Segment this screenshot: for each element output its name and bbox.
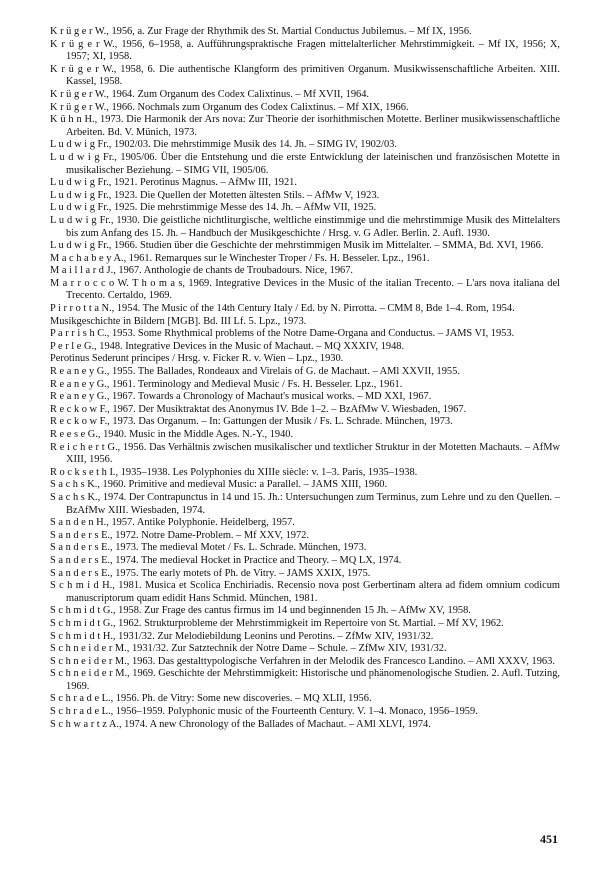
bibliography-entry: S a n d e r s E., 1974. The medieval Hocket in Practice and Theory. – MQ LX, 1974. <box>50 554 402 566</box>
bibliography-entry: S a n d e n H., 1957. Antike Polyphonie. Heidelberg, 1957. <box>50 517 295 529</box>
bibliography-entry: S a c h s K., 1960. Primitive and medieval Music: a Parallel. – JAMS XIII, 1960. <box>50 479 388 491</box>
bibliography-entry: R e c k o w F., 1967. Der Musiktraktat des Anonymus IV. Bde 1–2. – BzAfMw V. Wiesbaden, 1967. <box>50 403 467 415</box>
bibliography-entry: P a r r i s h C., 1953. Some Rhythmical problems of the Notre Dame-Organa and Conductus. – JAMS VI, 1953. <box>50 328 515 340</box>
bibliography-entry: K r ü g e r W., 1958, 6. Die authentische Klangform des primitiven Organum. Musikwissenschaftliche Arbeiten. XIII. Kassel, 1958. <box>50 63 560 88</box>
bibliography-entry: M a r r o c c o W. T h o m a s, 1969. Integrative Devices in the Music of the italian Trecento. – L'ars nova italiana del Trecento. Certaldo, 1969. <box>50 277 560 302</box>
bibliography-entry: R e c k o w F., 1973. Das Organum. – In: Gattungen der Musik / Fs. L. Schrade. München, 1973. <box>50 416 453 428</box>
bibliography-entry: Perotinus Sederunt principes / Hrsg. v. Ficker R. v. Wien – Lpz., 1930. <box>50 353 344 365</box>
bibliography-entry: S c h m i d t G., 1962. Strukturprobleme der Mehrstimmigkeit im Repertoire von St. Martial. – Mf XV, 1962. <box>50 617 504 629</box>
bibliography-entry: S c h m i d H., 1981. Musica et Scolica Enchiriadis. Recensio nova post Gerbertinam altera ad fidem omnium codicum manuscriptorum quam edidit Hans Schmid. München, 1981. <box>50 580 560 604</box>
bibliography-entry: S c h m i d t H., 1931/32. Zur Melodiebildung Leonins und Perotins. – ZfMw XIV, 1931/32. <box>50 630 434 642</box>
bibliography-entry: S c h m i d t G., 1958. Zur Frage des cantus firmus im 14 und beginnenden 15 Jh. – AfMw XV, 1958. <box>50 605 471 617</box>
bibliography-entry: R e a n e y G., 1955. The Ballades, Rondeaux and Virelais of G. de Machaut. – AMl XXVII, 1955. <box>50 366 460 378</box>
bibliography-entry: L u d w i g Fr., 1930. Die geistliche nichtliturgische, weltliche einstimmige und die mehrstimmige Musik des Mittelalters bis zum Anfang des 15. Jh. – Handbuch der Musikgeschichte / Hrsg. v. G Adler. Berlin. 2. Aufl. 1930. <box>50 214 560 239</box>
bibliography-entry: S c h w a r t z A., 1974. A new Chronology of the Ballades of Machaut. – AMl XLVI, 1974. <box>50 718 431 730</box>
bibliography-entry: S a c h s K., 1974. Der Contrapunctus in 14 und 15. Jh.: Untersuchungen zum Terminus, zum Lehre und zu den Quellen. – BzAfMw XIII. Wiesbaden, 1974. <box>50 491 560 516</box>
bibliography-entry: R o c k s e t h I., 1935–1938. Les Polyphonies du XIIIe siècle: v. 1–3. Paris, 1935–1938. <box>50 466 418 478</box>
bibliography-entry: L u d w i g Fr., 1923. Die Quellen der Motetten ältesten Stils. – AfMw V, 1923. <box>50 189 380 201</box>
bibliography-entry: M a i l l a r d J., 1967. Anthologie de chants de Troubadours. Nice, 1967. <box>50 265 354 277</box>
bibliography-entry: P i r r o t t a N., 1954. The Music of the 14th Century Italy / Ed. by N. Pirrotta. – CMM 8, Bde 1–4. Rom, 1954. <box>50 303 515 315</box>
bibliography-entry: P e r l e G., 1948. Integrative Devices in the Music of Machaut. – MQ XXXIV, 1948. <box>50 340 405 352</box>
bibliography-entry: S c h n e i d e r M., 1969. Geschichte der Mehrstimmigkeit: Historische und phänomenologische Studien. 2. Aufl. Tutzing, 1969. <box>50 668 560 692</box>
bibliography-entry: R e i c h e r t G., 1956. Das Verhältnis zwischen musikalischer und textlicher Struktur in der Motetten Machauts. – AfMw XIII, 1956. <box>50 441 560 466</box>
page-number: 451 <box>540 832 558 846</box>
bibliography-entry: L u d w i g Fr., 1966. Studien über die Geschichte der mehrstimmigen Musik im Mittelalter. – SMMA, Bd. XVI, 1966. <box>50 240 544 252</box>
bibliography-entry: L u d w i g Fr., 1902/03. Die mehrstimmige Musik des 14. Jh. – SIMG IV, 1902/03. <box>50 139 397 151</box>
bibliography-entry: S a n d e r s E., 1972. Notre Dame-Problem. – Mf XXV, 1972. <box>50 529 309 541</box>
bibliography-entry: S a n d e r s E., 1975. The early motets of Ph. de Vitry. – JAMS XXIX, 1975. <box>50 567 371 579</box>
bibliography-entry: R e e s e G., 1940. Music in the Middle Ages. N.-Y., 1940. <box>50 429 294 440</box>
bibliography-entry: S c h n e i d e r M., 1931/32. Zur Satztechnik der Notre Dame – Schule. – ZfMw XIV, 1931/32. <box>50 643 447 655</box>
bibliography-entry: M a c h a b e y A., 1961. Remarques sur le Winchester Troper / Fs. H. Besseler. Lpz., 1961. <box>50 252 430 264</box>
bibliography-entry: S c h r a d e L., 1956. Ph. de Vitry: Some new discoveries. – MQ XLII, 1956. <box>50 693 372 705</box>
bibliography-entry: Musikgeschichte in Bildern [MGB]. Bd. III Lf. 5. Lpz., 1973. <box>50 315 307 327</box>
bibliography-list <box>50 26 560 731</box>
bibliography-entry: K ü h n H., 1973. Die Harmonik der Ars nova: Zur Theorie der isorhithmischen Motette. Berliner musikwissenschaftliche Arbeiten. Bd. V. Münich, 1973. <box>50 114 560 138</box>
bibliography-entry: L u d w i g Fr., 1921. Perotinus Magnus. – AfMw III, 1921. <box>50 177 297 189</box>
bibliography-entry: S a n d e r s E., 1973. The medieval Motet / Fs. L. Schrade. München, 1973. <box>50 542 367 554</box>
bibliography-entry: R e a n e y G., 1961. Terminology and Medieval Music / Fs. H. Besseler. Lpz., 1961. <box>50 378 403 390</box>
bibliography-entry: K r ü g e r W., 1964. Zum Organum des Codex Calixtinus. – Mf XVII, 1964. <box>50 88 370 100</box>
bibliography-entry: L u d w i g Fr., 1905/06. Über die Entstehung und die erste Entwicklung der lateinischen und französischen Motette in musikalischer Beziehung. – SIMG VII, 1905/06. <box>50 151 560 176</box>
bibliography-entry: K r ü g e r W., 1956, 6–1958, a. Aufführungspraktische Fragen mittelalterlicher Mehrstimmigkeit. – Mf IX, 1956; X, 1957; XI, 1958. <box>50 38 560 63</box>
bibliography-entry: K r ü g e r W., 1966. Nochmals zum Organum des Codex Calixtinus. – Mf XIX, 1966. <box>50 101 409 113</box>
bibliography-entry: R e a n e y G., 1967. Towards a Chronology of Machaut's musical works. – MD XXI, 1967. <box>50 391 432 403</box>
bibliography-entry: S c h r a d e L., 1956–1959. Polyphonic music of the Fourteenth Century. V. 1–4. Monaco, 1956–1959. <box>50 706 478 718</box>
bibliography-entry: L u d w i g Fr., 1925. Die mehrstimmige Messe des 14. Jh. – AfMw VII, 1925. <box>50 202 377 214</box>
bibliography-entry: K r ü g e r W., 1956, a. Zur Frage der Rhythmik des St. Martial Conductus Jubilemus. – Mf IX, 1956. <box>50 26 472 37</box>
bibliography-entry: S c h n e i d e r M., 1963. Das gestalttypologische Verfahren in der Melodik des Francesco Landino. – AMl XXXV, 1963. <box>50 655 555 667</box>
